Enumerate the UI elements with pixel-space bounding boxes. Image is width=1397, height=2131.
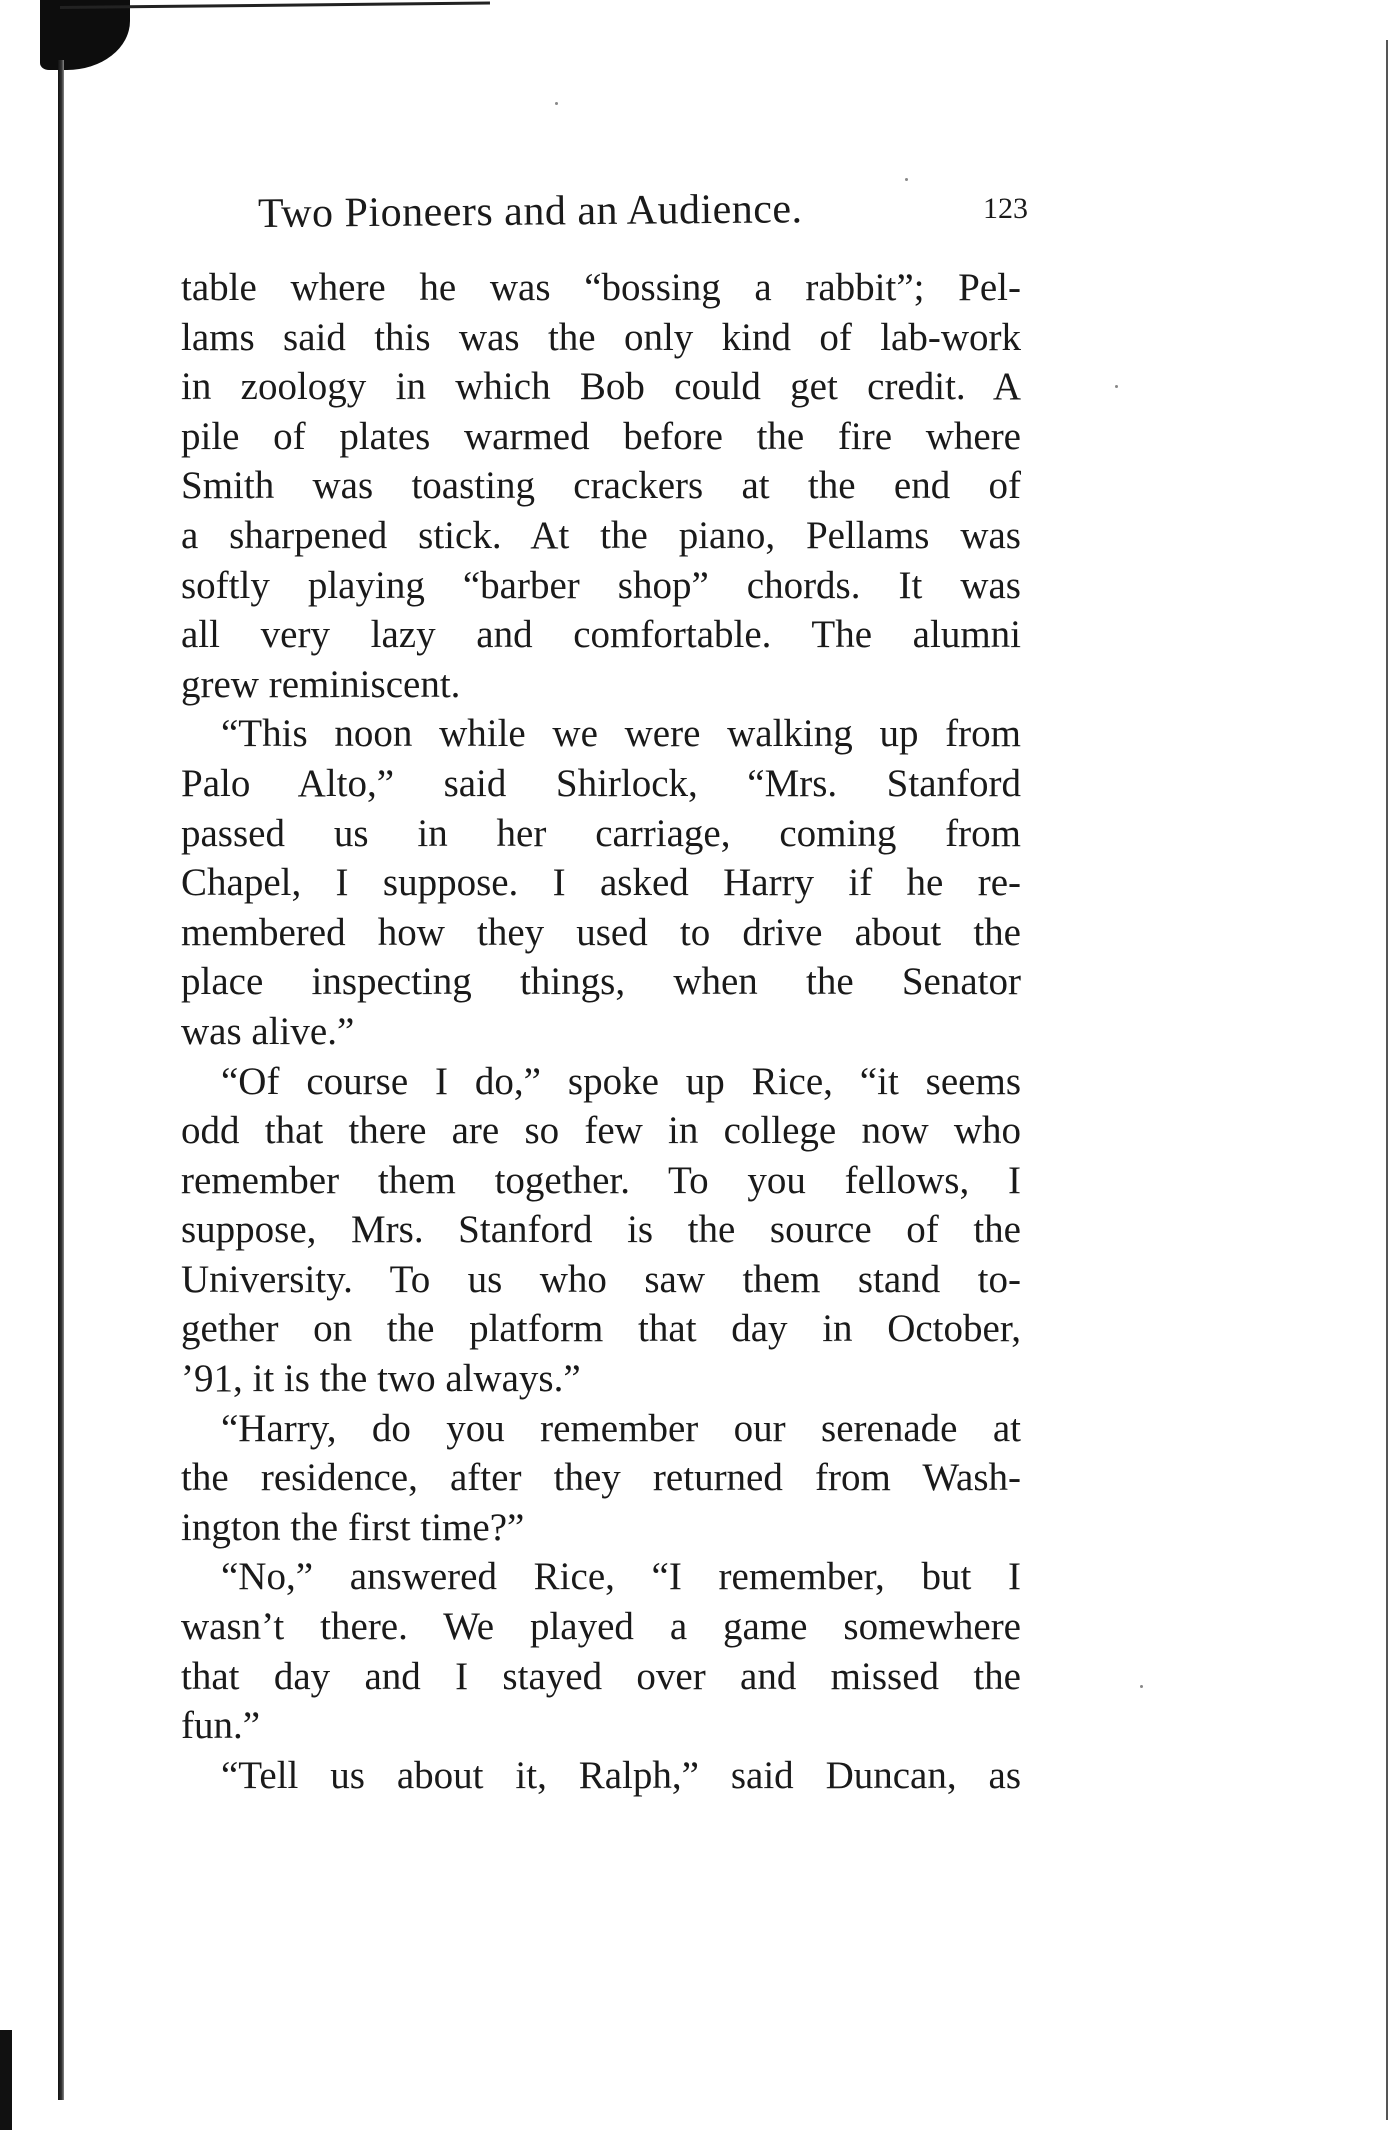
text-line: Smith was toasting crackers at the end of bbox=[181, 464, 1021, 508]
text-line: “No,” answered Rice, “I remember, but I bbox=[221, 1555, 1021, 1599]
running-title: Two Pioneers and an Audience. bbox=[257, 186, 803, 237]
text-line: Palo Alto,” said Shirlock, “Mrs. Stanford bbox=[181, 761, 1021, 805]
scan-speck bbox=[905, 178, 908, 181]
page-right-edge bbox=[1386, 40, 1388, 2120]
text-line: suppose, Mrs. Stanford is the source of the bbox=[181, 1208, 1021, 1252]
text-line: “Harry, do you remember our serenade at bbox=[221, 1406, 1021, 1450]
scan-speck bbox=[1140, 1685, 1143, 1688]
text-line: all very lazy and comfortable. The alumni bbox=[181, 613, 1021, 657]
text-line: “This noon while we were walking up from bbox=[221, 712, 1021, 756]
text-line: remember them together. To you fellows, I bbox=[181, 1158, 1021, 1202]
body-text bbox=[181, 263, 1021, 1800]
text-line: ington the first time?” bbox=[181, 1505, 525, 1549]
text-line: ’91, it is the two always.” bbox=[181, 1357, 581, 1401]
text-line: was alive.” bbox=[181, 1009, 355, 1053]
running-header bbox=[257, 186, 1028, 250]
text-line: wasn’t there. We played a game somewhere bbox=[181, 1605, 1021, 1649]
text-line: softly playing “barber shop” chords. It was bbox=[181, 563, 1021, 607]
text-line: that day and I stayed over and missed the bbox=[181, 1654, 1021, 1698]
scan-bottom-mark bbox=[0, 2030, 12, 2130]
text-line: pile of plates warmed before the fire where bbox=[181, 414, 1021, 458]
binding-edge bbox=[58, 60, 64, 2100]
text-line: “Of course I do,” spoke up Rice, “it seems bbox=[221, 1059, 1021, 1103]
scan-speck bbox=[1115, 385, 1118, 388]
text-line: passed us in her carriage, coming from bbox=[181, 811, 1021, 855]
text-line: the residence, after they returned from Wash- bbox=[181, 1456, 1021, 1500]
text-line: in zoology in which Bob could get credit. A bbox=[181, 365, 1021, 409]
text-line: “Tell us about it, Ralph,” said Duncan, as bbox=[221, 1753, 1021, 1797]
text-line: Chapel, I suppose. I asked Harry if he re- bbox=[181, 861, 1021, 905]
scan-corner-shadow bbox=[40, 0, 130, 70]
text-line: table where he was “bossing a rabbit”; Pel- bbox=[181, 266, 1021, 309]
text-line: a sharpened stick. At the piano, Pellams was bbox=[181, 513, 1021, 557]
text-line: lams said this was the only kind of lab-work bbox=[181, 315, 1021, 359]
text-line: fun.” bbox=[181, 1704, 261, 1748]
text-line: University. To us who saw them stand to- bbox=[181, 1257, 1021, 1301]
text-line: odd that there are so few in college now who bbox=[181, 1109, 1021, 1153]
page-number: 123 bbox=[983, 192, 1028, 225]
text-line: gether on the platform that day in October, bbox=[181, 1307, 1021, 1351]
text-line: grew reminiscent. bbox=[181, 662, 461, 706]
scan-speck bbox=[555, 102, 558, 105]
text-line: membered how they used to drive about the bbox=[181, 910, 1021, 954]
text-line: place inspecting things, when the Senator bbox=[181, 960, 1021, 1004]
